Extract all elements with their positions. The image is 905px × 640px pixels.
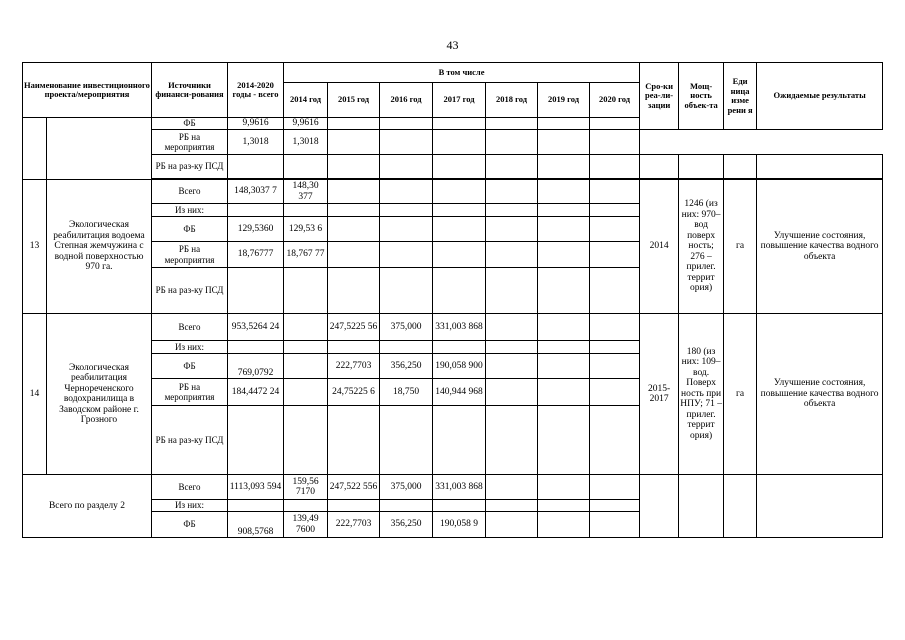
y2017-cell: 331,003 868 [433, 314, 486, 341]
project-14-term: 2015-2017 [640, 314, 679, 475]
header-y2017: 2017 год [433, 83, 486, 118]
y2014-cell: 148,30 377 [284, 180, 328, 204]
source-cell: Всего [152, 180, 228, 204]
total-cell: 769,0792 [228, 354, 284, 379]
total-cell: 18,76777 [228, 242, 284, 268]
y2014-cell: 1,3018 [284, 130, 328, 155]
project-13-capacity: 1246 (из них: 970–вод поверх ность; 276 – прилег. террит ория) [679, 180, 724, 314]
cont-name [47, 118, 152, 180]
source-cell: РБ на мероприятия [152, 242, 228, 268]
y2015-cell: 247,5225 56 [328, 314, 380, 341]
section-total-label: Всего по разделу 2 [23, 475, 152, 538]
source-cell: ФБ [152, 512, 228, 538]
y2014-cell: 159,56 7170 [284, 475, 328, 500]
header-capacity: Мощ-ность объек-та [679, 63, 724, 130]
total-cell: 184,4472 24 [228, 379, 284, 406]
source-cell: РБ на мероприятия [152, 379, 228, 406]
y2017-cell: 331,003 868 [433, 475, 486, 500]
y2016-cell: 375,000 [380, 314, 433, 341]
y2016-cell: 375,000 [380, 475, 433, 500]
source-cell: Из них: [152, 341, 228, 354]
project-14-capacity: 180 (из них: 109–вод. Поверх ность при НПУ; 71 – прилег. террит ория) [679, 314, 724, 475]
total-cell: 1,3018 [228, 130, 284, 155]
y2014-cell: 129,53 6 [284, 217, 328, 242]
y2017-cell: 190,058 9 [433, 512, 486, 538]
header-y2015: 2015 год [328, 83, 380, 118]
project-14-result: Улучшение состояния, повышение качества водного объекта [757, 314, 883, 475]
y2015-cell: 24,75225 6 [328, 379, 380, 406]
project-13-unit: га [724, 180, 757, 314]
header-name: Наименование инвестиционного проекта/мероприятия [23, 63, 152, 118]
y2017-cell: 190,058 900 [433, 354, 486, 379]
y2016-cell: 356,250 [380, 354, 433, 379]
y2014-cell: 18,767 77 [284, 242, 328, 268]
project-14-number: 14 [23, 314, 47, 475]
header-incl: В том числе [284, 63, 640, 83]
page-number: 43 [446, 38, 459, 52]
header-unit: Еди ница изме рени я [724, 63, 757, 130]
header-y2016: 2016 год [380, 83, 433, 118]
cont-num [23, 118, 47, 180]
source-cell: РБ на раз-ку ПСД [152, 268, 228, 314]
source-cell: Из них: [152, 500, 228, 512]
y2015-cell: 222,7703 [328, 512, 380, 538]
total-cell: 129,5360 [228, 217, 284, 242]
y2017-cell: 140,944 968 [433, 379, 486, 406]
header-sources: Источники финанси-рования [152, 63, 228, 118]
total-cell: 908,5768 [228, 512, 284, 538]
source-cell: РБ на раз-ку ПСД [152, 406, 228, 475]
y2014-cell: 139,49 7600 [284, 512, 328, 538]
project-13-name: Экологическая реабилитация водоема Степная жемчужина с водной поверхностью 970 га. [47, 180, 152, 314]
header-y2019: 2019 год [538, 83, 590, 118]
y2014-cell: 9,9616 [284, 118, 328, 130]
y2016-cell: 356,250 [380, 512, 433, 538]
total-cell: 9,9616 [228, 118, 284, 130]
source-cell: Всего [152, 475, 228, 500]
total-cell: 1113,093 594 [228, 475, 284, 500]
project-14-name: Экологическая реабилитация Чернореченского водохранилища в Заводском районе г. Грозного [47, 314, 152, 475]
project-13-number: 13 [23, 180, 47, 314]
header-results: Ожидаемые результаты [757, 63, 883, 130]
y2015-cell: 247,522 556 [328, 475, 380, 500]
source-cell: Всего [152, 314, 228, 341]
source-cell: ФБ [152, 118, 228, 130]
source-cell: Из них: [152, 204, 228, 217]
project-14-unit: га [724, 314, 757, 475]
source-cell: РБ на мероприятия [152, 130, 228, 155]
investment-projects-table [22, 62, 883, 538]
total-cell: 148,3037 7 [228, 180, 284, 204]
header-y2020: 2020 год [590, 83, 640, 118]
source-cell: ФБ [152, 354, 228, 379]
header-y2014: 2014 год [284, 83, 328, 118]
source-cell: ФБ [152, 217, 228, 242]
header-terms: Сро-ки реа-ли-зации [640, 63, 679, 130]
header-y2018: 2018 год [486, 83, 538, 118]
y2015-cell: 222,7703 [328, 354, 380, 379]
source-cell: РБ на раз-ку ПСД [152, 155, 228, 179]
header-total: 2014-2020 годы - всего [228, 63, 284, 118]
project-13-term: 2014 [640, 180, 679, 314]
total-cell: 953,5264 24 [228, 314, 284, 341]
y2016-cell: 18,750 [380, 379, 433, 406]
project-13-result: Улучшение состояния, повышение качества водного объекта [757, 180, 883, 314]
